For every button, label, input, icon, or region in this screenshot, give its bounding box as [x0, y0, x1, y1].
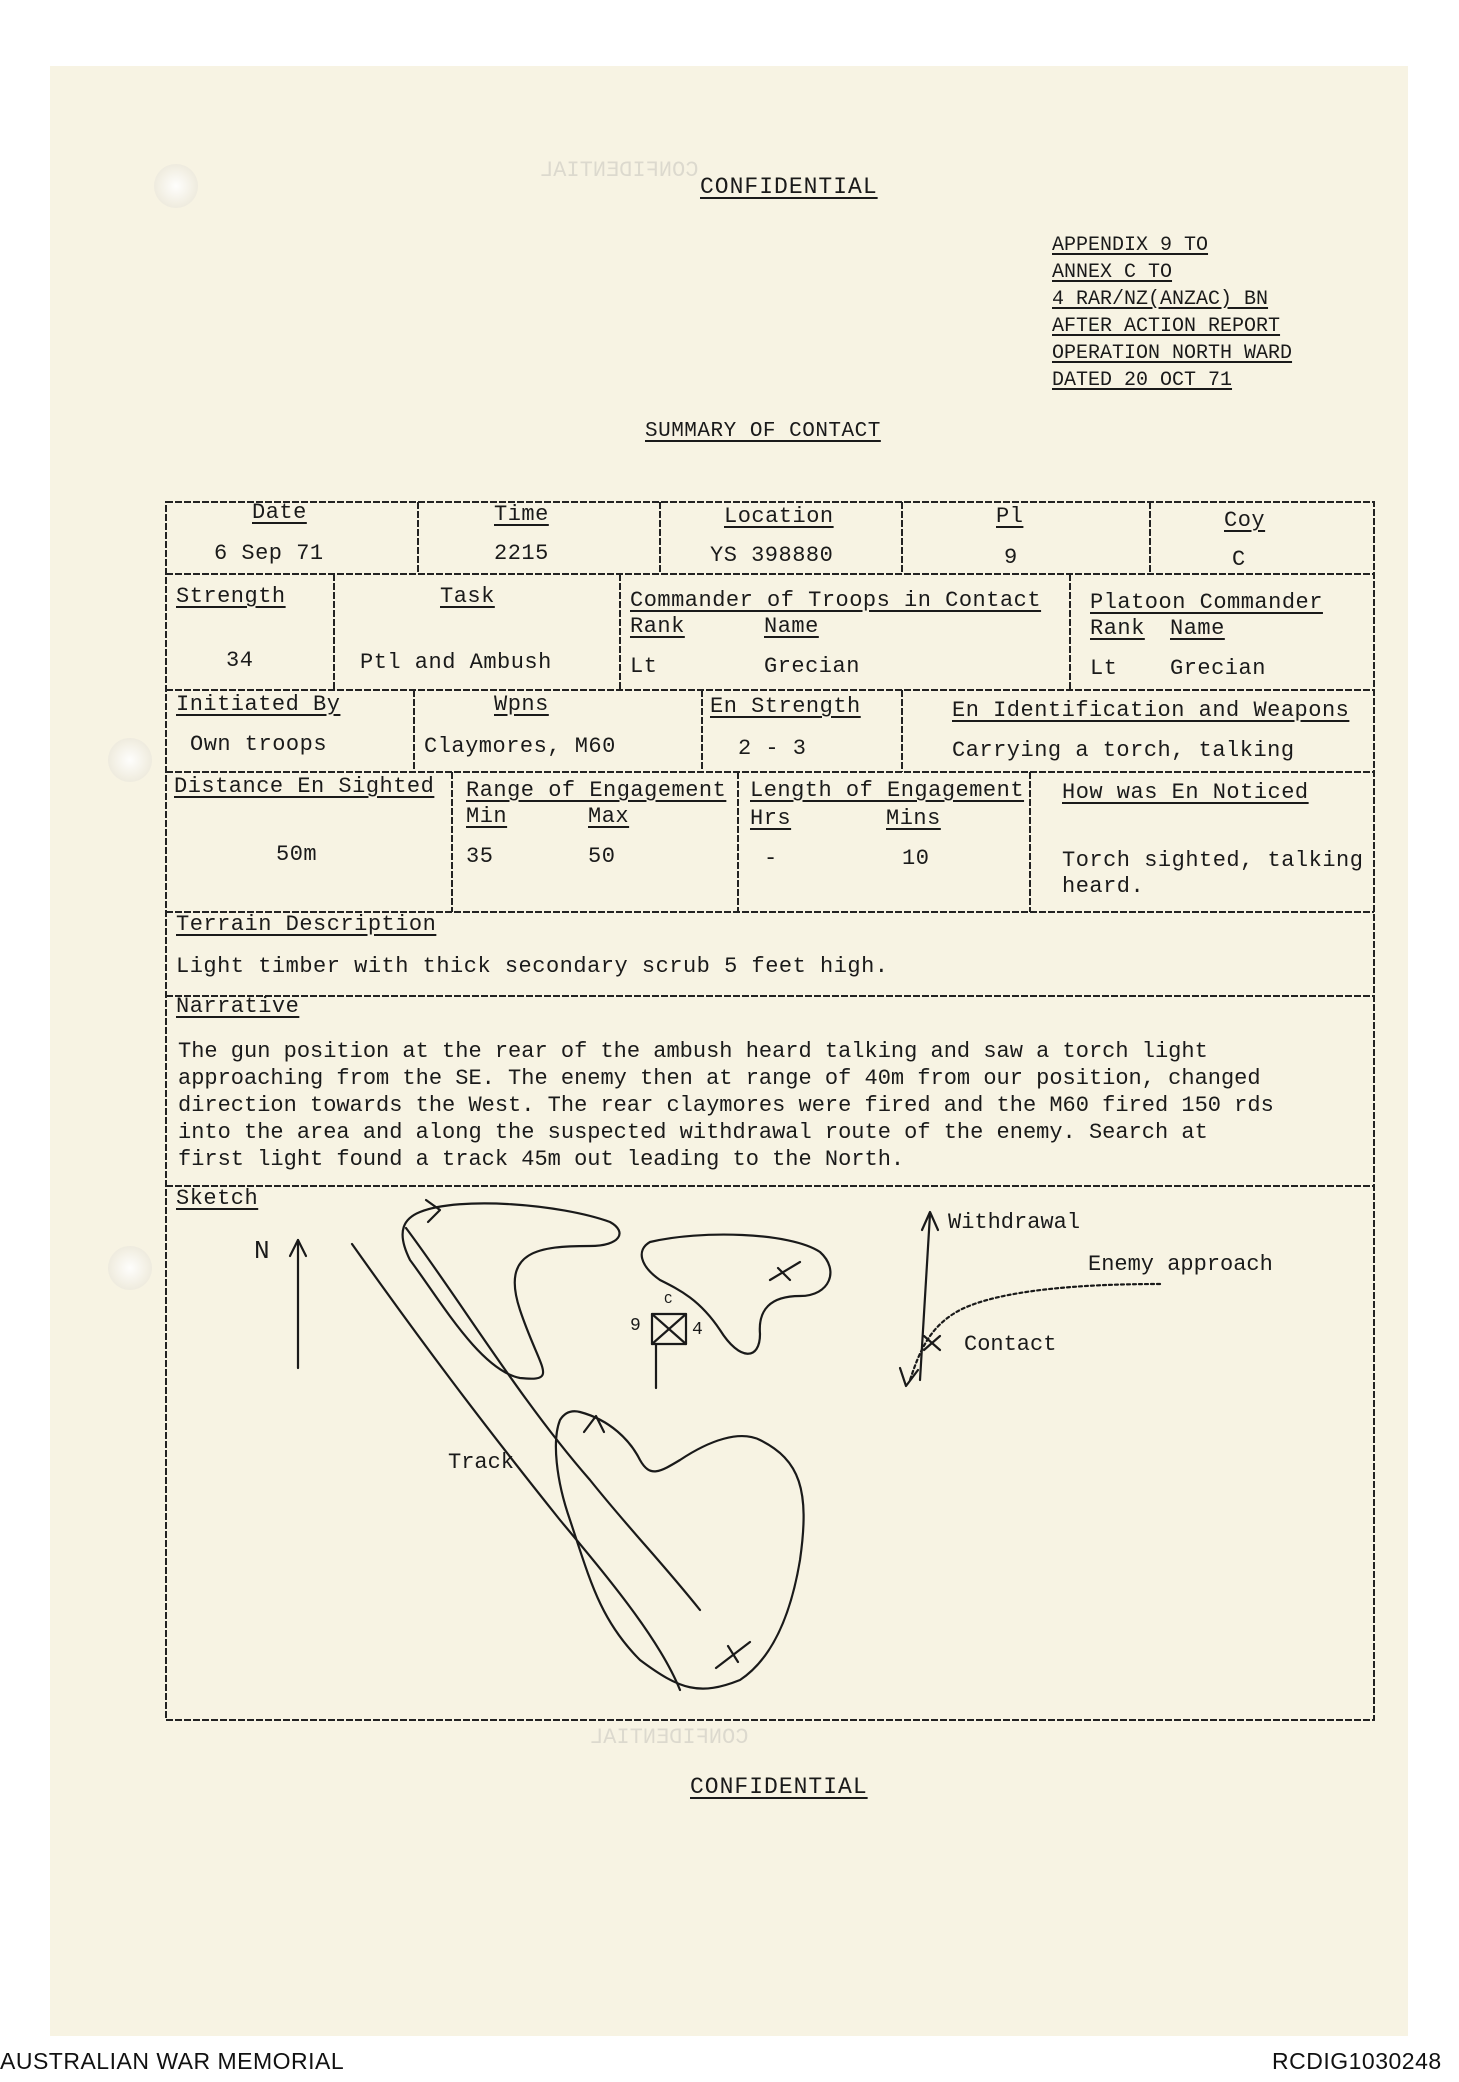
withdrawal-label: Withdrawal — [948, 1210, 1081, 1235]
length-mins-label: Mins — [886, 806, 941, 831]
length-mins: 10 — [902, 846, 930, 871]
noticed-label: How was En Noticed — [1062, 780, 1309, 805]
coy-value: C — [1232, 547, 1246, 572]
distance-value: 50m — [276, 842, 318, 867]
sketch-label: Sketch — [176, 1186, 259, 1211]
appendix-line: AFTER ACTION REPORT — [1052, 315, 1281, 338]
initiated-value: Own troops — [190, 732, 328, 757]
wpns-label: Wpns — [494, 692, 549, 717]
footer-catalogue-id: RCDIG1030248 — [1272, 2048, 1442, 2074]
north-label: N — [254, 1236, 270, 1266]
range-min-label: Min — [466, 804, 508, 829]
bleed-through-text: CONFIDENTIAL — [540, 158, 699, 183]
appendix-line: 4 RAR/NZ(ANZAC) BN — [1052, 288, 1269, 311]
coy-label: Coy — [1224, 508, 1266, 533]
claymore-mark-icon — [728, 1646, 738, 1662]
initiated-label: Initiated By — [176, 692, 341, 717]
commander-rank-label: Rank — [630, 614, 685, 639]
claymore-mark-icon — [770, 1262, 800, 1280]
noticed-line-1: Torch sighted, talking — [1062, 848, 1364, 873]
contact-arrow-head — [900, 1368, 918, 1386]
en-ident-label: En Identification and Weapons — [952, 698, 1350, 723]
claymore-mark-icon — [584, 1416, 604, 1432]
pl-value: 9 — [1004, 545, 1018, 570]
pl-label: Pl — [996, 504, 1024, 529]
task-label: Task — [440, 584, 495, 609]
range-max-label: Max — [588, 804, 630, 829]
platoon-name-label: Name — [1170, 616, 1225, 641]
location-label: Location — [724, 504, 834, 529]
classification-top: CONFIDENTIAL — [700, 174, 878, 200]
date-value: 6 Sep 71 — [214, 541, 324, 566]
length-label: Length of Engagement — [750, 778, 1025, 803]
ambush-loop-lower — [556, 1411, 804, 1688]
page-title: SUMMARY OF CONTACT — [645, 420, 881, 443]
commander-rank: Lt — [630, 654, 658, 679]
contact-label: Contact — [964, 1332, 1057, 1357]
narrative-line: direction towards the West. The rear claymores were fired and the M60 fired 150 rds — [178, 1093, 1274, 1118]
bleed-through-text: CONFIDENTIAL — [590, 1725, 749, 1750]
enemy-approach-label: Enemy approach — [1088, 1252, 1273, 1277]
date-label: Date — [252, 500, 307, 525]
track-line — [406, 1228, 700, 1610]
narrative-label: Narrative — [176, 994, 300, 1019]
strength-value: 34 — [226, 648, 254, 673]
appendix-line: DATED 20 OCT 71 — [1052, 369, 1233, 392]
claymore-mark-icon — [426, 1200, 440, 1222]
narrative-line: The gun position at the rear of the ambush heard talking and saw a torch light — [178, 1039, 1208, 1064]
length-hrs-label: Hrs — [750, 806, 792, 831]
length-hrs: - — [764, 846, 778, 871]
track-line — [352, 1244, 680, 1690]
unit-top-label: C — [664, 1292, 673, 1308]
track-label: Track — [448, 1450, 515, 1475]
classification-bottom: CONFIDENTIAL — [690, 1774, 868, 1800]
location-value: YS 398880 — [710, 543, 834, 568]
en-strength-value: 2 - 3 — [738, 736, 807, 761]
commander-name: Grecian — [764, 654, 860, 679]
platoon-label: Platoon Commander — [1090, 590, 1323, 615]
en-ident-value: Carrying a torch, talking — [952, 738, 1295, 763]
range-label: Range of Engagement — [466, 778, 727, 803]
time-label: Time — [494, 502, 549, 527]
wpns-value: Claymores, M60 — [424, 734, 616, 759]
narrative-line: first light found a track 45m out leading to the North. — [178, 1147, 905, 1172]
en-strength-label: En Strength — [710, 694, 861, 719]
narrative-line: approaching from the SE. The enemy then at range of 40m from our position, changed — [178, 1066, 1261, 1091]
platoon-name: Grecian — [1170, 656, 1266, 681]
task-value: Ptl and Ambush — [360, 650, 552, 675]
appendix-line: APPENDIX 9 TO — [1052, 234, 1209, 257]
noticed-line-2: heard. — [1062, 874, 1145, 899]
ambush-loop-upper-left — [403, 1203, 620, 1378]
appendix-line: OPERATION NORTH WARD — [1052, 342, 1293, 365]
commander-name-label: Name — [764, 614, 819, 639]
footer-source: AUSTRALIAN WAR MEMORIAL — [0, 2048, 345, 2074]
time-value: 2215 — [494, 541, 549, 566]
unit-left-label: 9 — [630, 1316, 641, 1336]
appendix-line: ANNEX C TO — [1052, 261, 1173, 284]
range-min: 35 — [466, 844, 494, 869]
withdrawal-arrow-icon — [920, 1214, 930, 1380]
range-max: 50 — [588, 844, 616, 869]
platoon-rank-label: Rank — [1090, 616, 1145, 641]
commander-label: Commander of Troops in Contact — [630, 588, 1042, 613]
distance-label: Distance En Sighted — [174, 774, 435, 799]
strength-label: Strength — [176, 584, 286, 609]
terrain-label: Terrain Description — [176, 912, 437, 937]
unit-right-label: 4 — [692, 1320, 703, 1340]
platoon-rank: Lt — [1090, 656, 1118, 681]
narrative-line: into the area and along the suspected withdrawal route of the enemy. Search at — [178, 1120, 1208, 1145]
terrain-value: Light timber with thick secondary scrub 5 feet high. — [176, 954, 889, 979]
